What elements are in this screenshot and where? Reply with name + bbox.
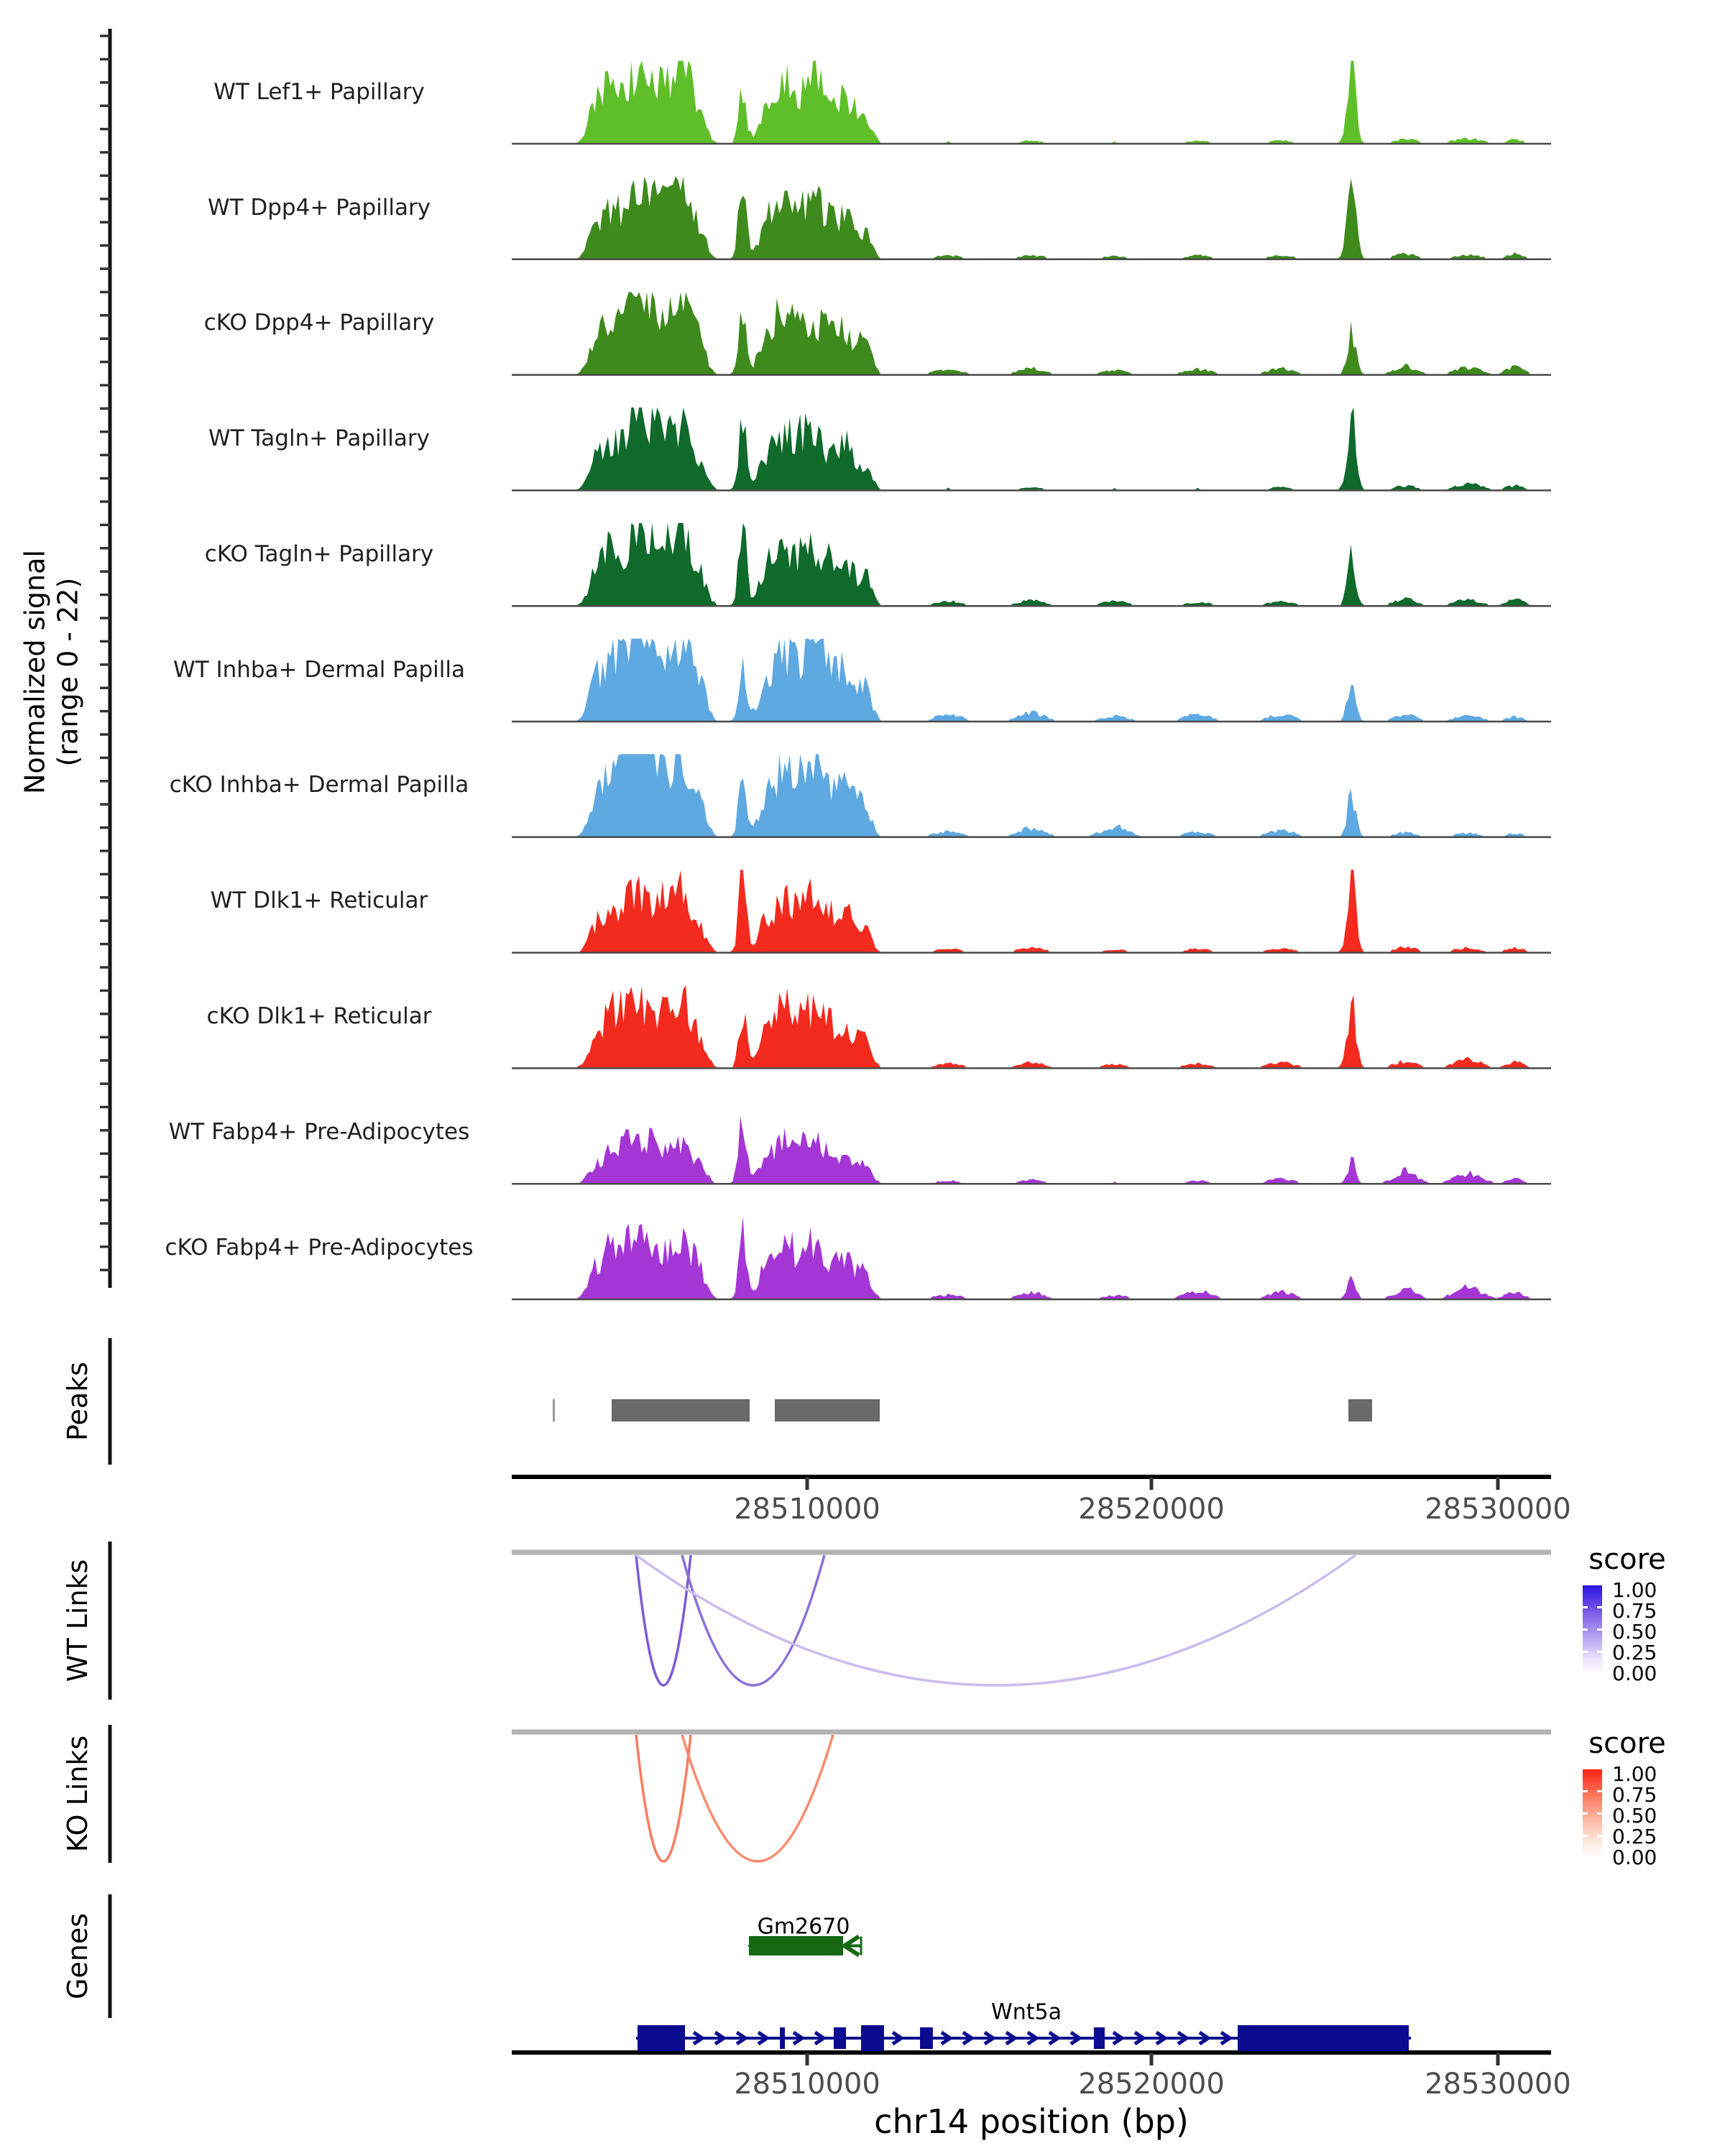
track-label-wt-dpp4: WT Dpp4+ Papillary <box>207 195 431 221</box>
signal-area-track-6 <box>512 754 1551 836</box>
legend-label: 0.25 <box>1612 1825 1657 1848</box>
ko-link-arc-0 <box>636 1735 691 1861</box>
panel-label-genes: Genes <box>62 1912 93 2000</box>
legend-tick <box>1597 1606 1602 1608</box>
bottom-axis-tick-28530000: 28530000 <box>1425 2068 1571 2101</box>
track-label-wt-tagln: WT Tagln+ Papillary <box>208 425 430 451</box>
track-label-wt-inhba: WT Inhba+ Dermal Papilla <box>173 657 465 683</box>
signal-area-track-8 <box>512 985 1551 1067</box>
peak-interval-3 <box>1348 1399 1372 1422</box>
legend-label: 0.00 <box>1612 1662 1657 1685</box>
exon-wnt5a-0 <box>638 2025 685 2051</box>
ko-link-arc-1 <box>682 1735 833 1861</box>
ko-score-legend-gradient <box>1583 1769 1602 1858</box>
exon-wnt5a-3 <box>861 2025 884 2051</box>
track-label-cko-dpp4: cKO Dpp4+ Papillary <box>203 310 435 336</box>
legend-label: 0.75 <box>1612 1599 1657 1623</box>
gene-label-wnt5a: Wnt5a <box>991 1999 1062 2025</box>
peak-interval-2 <box>775 1399 880 1422</box>
mid-axis-tick-28530000: 28530000 <box>1425 1493 1571 1526</box>
wt-score-legend-labels <box>1612 1580 1657 1684</box>
signal-area-track-3 <box>512 407 1551 489</box>
legend-tick <box>1597 1628 1602 1631</box>
signal-area-track-10 <box>512 1217 1551 1299</box>
exon-wnt5a-2 <box>834 2027 846 2049</box>
track-label-cko-fabp4: cKO Fabp4+ Pre-Adipocytes <box>165 1235 474 1261</box>
x-axis-title: chr14 position (bp) <box>874 2102 1189 2141</box>
legend-tick <box>1597 1812 1602 1815</box>
exon-wnt5a-4 <box>920 2027 933 2049</box>
ko-score-legend-title: score <box>1588 1727 1666 1760</box>
mid-axis-tick-28510000: 28510000 <box>734 1493 880 1526</box>
signal-area-track-7 <box>512 870 1551 952</box>
wt-score-legend-gradient <box>1583 1585 1602 1674</box>
exon-wnt5a-6 <box>1238 2025 1409 2051</box>
legend-label: 0.25 <box>1612 1641 1657 1664</box>
track-label-cko-tagln: cKO Tagln+ Papillary <box>204 541 434 567</box>
legend-label: 0.75 <box>1612 1783 1657 1807</box>
bottom-axis-tick-28510000: 28510000 <box>734 2068 880 2101</box>
panel-label-wt-links: WT Links <box>62 1559 93 1682</box>
signal-area-track-4 <box>512 523 1551 605</box>
legend-label: 0.00 <box>1612 1846 1657 1869</box>
peak-interval-0 <box>553 1399 555 1422</box>
legend-label: 0.50 <box>1612 1804 1657 1828</box>
y-axis-label-line1: Normalized signal <box>19 550 51 794</box>
exon-wnt5a-5 <box>1094 2027 1105 2049</box>
legend-label: 0.50 <box>1612 1620 1657 1644</box>
legend-tick <box>1583 1628 1588 1631</box>
wt-link-arc-1 <box>682 1555 824 1685</box>
ko-score-legend-labels <box>1612 1764 1657 1868</box>
y-axis-label-line2: (range 0 - 22) <box>52 577 83 767</box>
legend-tick <box>1583 1606 1588 1608</box>
legend-tick <box>1597 1651 1602 1653</box>
panel-label-ko-links: KO Links <box>62 1735 93 1853</box>
y-axis-label <box>19 550 84 794</box>
legend-tick <box>1597 1790 1602 1792</box>
legend-tick <box>1597 1835 1602 1837</box>
exon-wnt5a-1 <box>780 2027 785 2049</box>
track-label-wt-dlk1: WT Dlk1+ Reticular <box>210 888 428 913</box>
bottom-axis-tick-28520000: 28520000 <box>1078 2068 1225 2101</box>
track-label-wt-fabp4: WT Fabp4+ Pre-Adipocytes <box>168 1119 470 1145</box>
track-label-wt-lef1: WT Lef1+ Papillary <box>213 79 425 105</box>
signal-area-track-2 <box>512 292 1551 374</box>
track-label-cko-inhba: cKO Inhba+ Dermal Papilla <box>169 772 469 798</box>
peak-interval-1 <box>612 1399 750 1422</box>
wt-score-legend-title: score <box>1588 1543 1666 1576</box>
panel-label-peaks: Peaks <box>62 1361 93 1442</box>
signal-area-track-1 <box>512 176 1551 258</box>
legend-tick <box>1583 1835 1588 1837</box>
legend-tick <box>1583 1651 1588 1653</box>
signal-area-track-9 <box>512 1116 1551 1183</box>
legend-label: 1.00 <box>1612 1578 1657 1602</box>
legend-tick <box>1583 1812 1588 1815</box>
wt-link-arc-2 <box>636 1555 1356 1685</box>
track-label-cko-dlk1: cKO Dlk1+ Reticular <box>206 1003 432 1029</box>
gene-label-gm2670: Gm2670 <box>757 1914 850 1940</box>
mid-axis-tick-28520000: 28520000 <box>1078 1493 1225 1526</box>
legend-label: 1.00 <box>1612 1762 1657 1786</box>
signal-area-track-5 <box>512 639 1551 721</box>
legend-tick <box>1583 1790 1588 1792</box>
signal-area-track-0 <box>512 61 1551 143</box>
